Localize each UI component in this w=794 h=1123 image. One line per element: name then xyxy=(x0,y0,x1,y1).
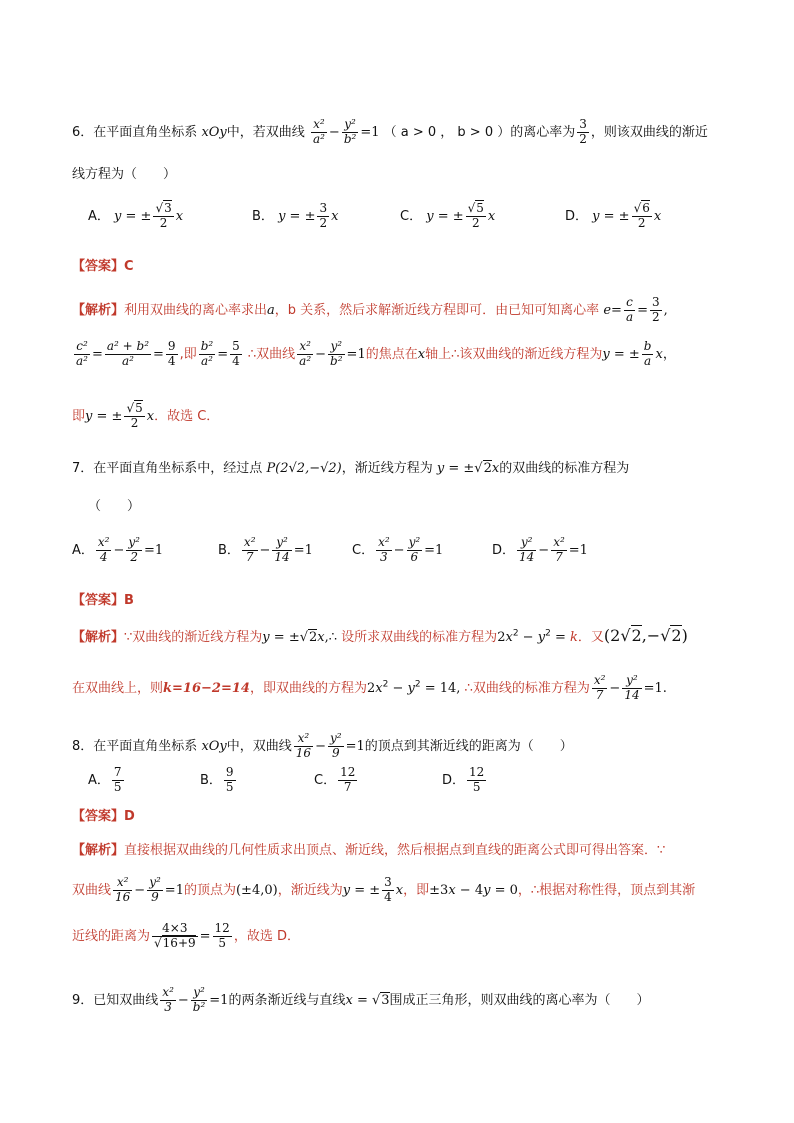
q6-condition: （ a > 0 ， b > 0 ） xyxy=(383,124,511,140)
q6-stem-b: 中，若双曲线 xyxy=(226,124,305,140)
option-label: D． xyxy=(492,542,516,558)
q8-stem-c: 的顶点到其渐近线的距离为（ ） xyxy=(364,738,573,754)
option-label: A． xyxy=(72,542,94,558)
q7-option-b[interactable]: B． $\frac{\text{x²}}{7}$ − $\frac{\text{y²}}{14}$ =1 xyxy=(218,535,313,564)
q6-stem-c: 的离心率为 xyxy=(510,124,576,140)
q9-stem-a: 已知双曲线 xyxy=(93,992,159,1008)
option-fraction: $\frac{√6}{2}$ xyxy=(633,201,650,230)
option-fraction: $\frac{3}{2}$ xyxy=(319,201,328,230)
analysis-text: ，b 关系，然后求解渐近线方程即可．由已知可知离心率 xyxy=(274,302,600,318)
q6-stem-a: 在平面直角坐标系 xyxy=(93,124,198,140)
q8-stem-b: 中，双曲线 xyxy=(226,738,292,754)
option-label: C． xyxy=(400,208,423,224)
q7-stem-c: 的双曲线的标准方程为 xyxy=(499,461,630,476)
option-label: C． xyxy=(352,542,375,558)
analysis-text: ．故选 C． xyxy=(154,408,220,424)
q6-hyperbola-term2: $\frac{\text{y²}}{\text{b²}}$ xyxy=(343,117,357,146)
analysis-text: ∵双曲线的渐近线方程为 xyxy=(124,630,263,645)
option-tail: x xyxy=(487,208,496,224)
analysis-tag: 【解析】 xyxy=(72,843,125,858)
q6-analysis-line1: 【解析】利用双曲线的离心率求出a，b 关系，然后求解渐近线方程即可．由已知可知离心率 e= $\frac{c}{a}$ = $\frac{3}{2}$ , xyxy=(72,295,668,324)
q9-number: 9． xyxy=(72,992,94,1008)
q7-option-d[interactable]: D． $\frac{\text{y²}}{14}$ − $\frac{\text{x²}}{7}$ =1 xyxy=(492,535,588,564)
q6-analysis-line2: $\frac{\text{c²}}{\text{a²}}$ = $\frac{\text{a² + b²}}{\text{a²}}$ = $\frac{9}{4}$ ,即 $\frac{\text{b²}}{\text{a²}}$ = $\frac{5}{4}$ ∴双曲线 $\frac{\text{x²}}{\text{a²}}$ − $\frac{\text{y²}}{\text{b²}}$ =1的焦点在x轴上∴该双曲线的渐近线方程为y = ± $\frac{b}{a}$ x， xyxy=(76,339,676,368)
option-label: A． xyxy=(88,772,110,788)
q6-coord-sys: xOy xyxy=(201,124,227,140)
q9-stem-line1: 9．已知双曲线 $\frac{\text{x²}}{3}$ − $\frac{\text{y²}}{\text{b²}}$ =1的两条渐近线与直线x = √3围成正三角形，则双曲线的离心率为（ ） xyxy=(72,985,650,1014)
option-lhs: y = ± xyxy=(278,208,316,224)
analysis-text: ，渐近线为 xyxy=(277,882,343,898)
q6-hyperbola-term1: $\frac{\text{x²}}{\text{a²}}$ xyxy=(312,117,325,146)
q6-option-c[interactable] xyxy=(400,202,495,231)
q6-analysis-line3: 即y = ± $\frac{√5}{2}$ x．故选 C． xyxy=(72,401,220,430)
q8-analysis-line1 xyxy=(72,844,665,857)
q6-option-d[interactable] xyxy=(565,202,661,231)
option-tail: x xyxy=(175,208,184,224)
q7-option-a[interactable]: A． $\frac{\text{x²}}{4}$ − $\frac{\text{y²}}{2}$ =1 xyxy=(72,535,164,564)
q9-stem-c: 围成正三角形，则双曲线的离心率为（ ） xyxy=(389,992,650,1008)
q7-analysis-line1: 【解析】∵双曲线的渐近线方程为y = ±√2x,∴ 设所求双曲线的标准方程为$2x^2 - y^2 = k$．又(2√2,−√2) xyxy=(72,626,688,645)
analysis-vertex: (±4,0) xyxy=(235,882,278,898)
q7-answer xyxy=(72,594,134,607)
q6-stem-line1: 6．在平面直角坐标系 xOy中，若双曲线 $\frac{\text{x²}}{\text{a²}}$ − $\frac{\text{y²}}{\text{b²}}$ =1 （ a > 0 ， b > 0 ）的离心率为 $\frac{3}{2}$ ，则该双曲线的渐近 xyxy=(72,117,708,146)
q7-option-c[interactable]: C． $\frac{\text{x²}}{3}$ − $\frac{\text{y²}}{6}$ =1 xyxy=(352,535,444,564)
option-label: C． xyxy=(314,772,337,788)
analysis-text: 的焦点在 xyxy=(365,346,418,362)
q7-stem-line1: 7．在平面直角坐标系中，经过点 P(2√2,−√2)，渐近线方程为 y = ±√2x的双曲线的标准方程为 xyxy=(72,461,630,476)
analysis-k-value: k=16−2=14 xyxy=(163,680,250,696)
q6-option-b[interactable] xyxy=(252,202,338,231)
option-lhs: y = ± xyxy=(592,208,630,224)
analysis-text: ，即 xyxy=(403,882,430,898)
q7-analysis-line2: 在双曲线上，则k=16−2=14，即双曲线的方程为$2x^2 - y^2 = 14$, ∴双曲线的标准方程为 $\frac{\text{x²}}{7}$ − $\frac{\text{y²}}{14}$ =1. xyxy=(72,673,667,702)
option-label: A． xyxy=(88,208,110,224)
analysis-text: ，即双曲线的方程为 xyxy=(249,680,367,696)
q8-number: 8． xyxy=(72,738,94,754)
option-label: D． xyxy=(565,208,589,224)
analysis-text: ．又 xyxy=(577,630,604,645)
option-lhs: y = ± xyxy=(114,208,152,224)
answer-tag: 【答案】 xyxy=(72,809,125,824)
analysis-text: 即 xyxy=(72,408,86,424)
analysis-tag: 【解析】 xyxy=(72,302,125,318)
q8-option-b[interactable]: B． $\frac{9}{5}$ xyxy=(200,765,234,794)
q7-stem-a: 在平面直角坐标系中，经过点 xyxy=(93,461,263,476)
answer-tag: 【答案】 xyxy=(72,593,125,608)
analysis-tag: 【解析】 xyxy=(72,630,125,645)
analysis-text: 直接根据双曲线的几何性质求出顶点、渐近线，然后根据点到直线的距离公式即可得出答案．∵ xyxy=(124,843,666,858)
answer-value: D xyxy=(124,809,135,824)
option-label: B． xyxy=(252,208,274,224)
q6-stem-d: ，则该双曲线的渐近 xyxy=(590,124,708,140)
analysis-text: 设所求双曲线的标准方程为 xyxy=(341,630,498,645)
analysis-text: 的顶点为 xyxy=(183,882,236,898)
analysis-text: 轴上∴该双曲线的渐近线方程为 xyxy=(425,346,603,362)
q7-number: 7． xyxy=(72,461,94,476)
q6-stem-line2: 线方程为（ ） xyxy=(72,167,177,182)
q7-point: P(2√2,−√2) xyxy=(266,461,342,476)
q8-stem-line1: 8．在平面直角坐标系 xOy中，双曲线 $\frac{\text{x²}}{16}$ − $\frac{\text{y²}}{9}$ =1的顶点到其渐近线的距离为（ ） xyxy=(72,731,573,760)
option-tail: x xyxy=(331,208,339,224)
option-fraction: $\frac{√5}{2}$ xyxy=(467,201,484,230)
q8-option-a[interactable]: A． $\frac{7}{5}$ xyxy=(88,765,122,794)
analysis-text: ,即 xyxy=(179,346,197,362)
q7-stem-b: ，渐近线方程为 xyxy=(341,461,433,476)
q8-analysis-line2: 双曲线 $\frac{\text{x²}}{16}$ − $\frac{\text{y²}}{9}$ =1的顶点为(±4,0)，渐近线为y = ± $\frac{3}{4}$ x，即±3x − 4y = 0，∴根据对称性得，顶点到其渐 xyxy=(72,875,696,904)
q6-answer xyxy=(72,260,134,273)
q8-coord-sys: xOy xyxy=(201,738,227,754)
analysis-text: ，∴根据对称性得，顶点到其渐 xyxy=(517,882,696,898)
answer-value: B xyxy=(124,593,134,608)
analysis-text: 近线的距离为 xyxy=(72,928,151,944)
option-lhs: y = ± xyxy=(426,208,464,224)
option-label: D． xyxy=(442,772,466,788)
option-label: B． xyxy=(200,772,222,788)
analysis-text: 利用双曲线的离心率求出 xyxy=(124,302,268,318)
option-tail: x xyxy=(653,208,662,224)
q6-number: 6． xyxy=(72,124,94,140)
answer-value: C xyxy=(124,259,134,274)
analysis-text: ∴双曲线的标准方程为 xyxy=(464,680,590,696)
q8-stem-a: 在平面直角坐标系 xyxy=(93,738,198,754)
q8-answer xyxy=(72,810,135,823)
analysis-text: 双曲线 xyxy=(72,882,112,898)
q8-analysis-line3: 近线的距离为 $\frac{4\times 3}{√16+9}$ = $\frac{12}{5}$ ，故选 D． xyxy=(72,921,300,950)
analysis-text: 在双曲线上，则 xyxy=(72,680,164,696)
option-label: B． xyxy=(218,542,240,558)
q6-eccentricity: $\frac{3}{2}$ xyxy=(579,117,587,146)
analysis-text: ，故选 D． xyxy=(233,928,300,944)
q8-option-d[interactable]: D． $\frac{12}{5}$ xyxy=(442,765,485,794)
analysis-text: ∴双曲线 xyxy=(247,346,296,362)
q8-option-c[interactable]: C． $\frac{12}{7}$ xyxy=(314,765,356,794)
answer-tag: 【答案】 xyxy=(72,259,125,274)
q7-stem-line2: （ ） xyxy=(88,499,141,514)
q6-option-a[interactable] xyxy=(88,202,183,231)
q9-stem-b: 的两条渐近线与直线 xyxy=(228,992,346,1008)
option-fraction: $\frac{√3}{2}$ xyxy=(155,201,172,230)
